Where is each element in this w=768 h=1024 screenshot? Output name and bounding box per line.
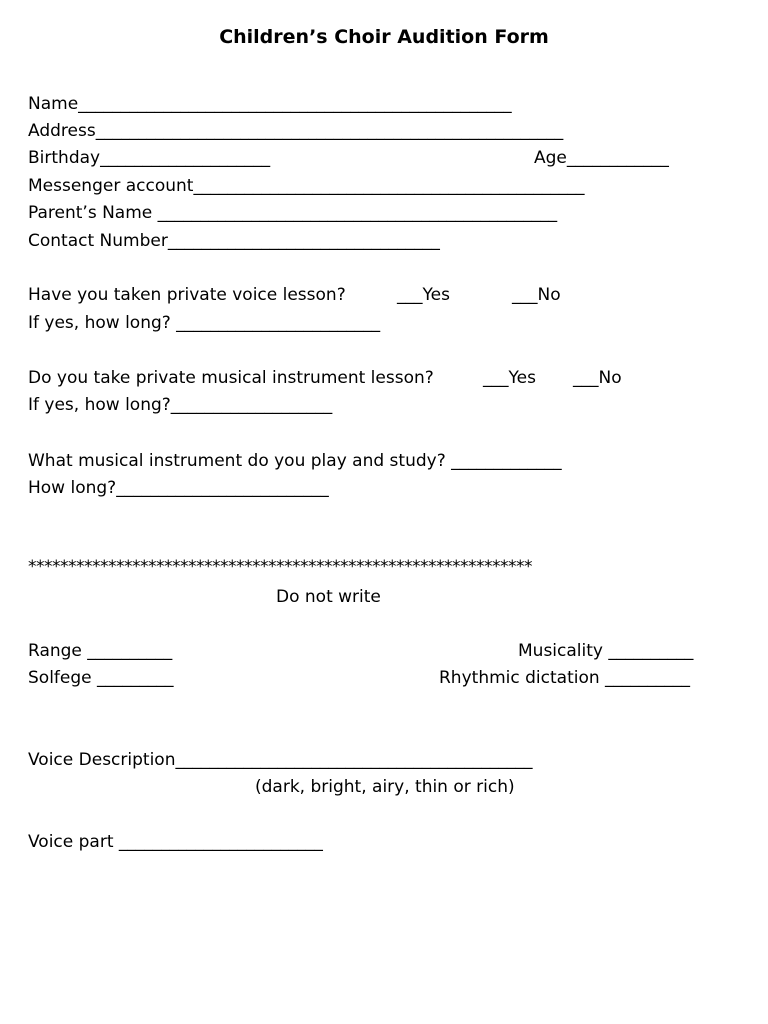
name-field[interactable]: Name___________________________________________________	[28, 94, 512, 114]
birthday-field[interactable]: Birthday____________________	[28, 148, 271, 168]
voice-description-hint: (dark, bright, airy, thin or rich)	[255, 777, 515, 797]
voice-lesson-duration-field[interactable]: If yes, how long? ________________________	[28, 313, 381, 333]
age-field[interactable]: Age____________	[534, 148, 669, 168]
contact-number-field[interactable]: Contact Number________________________________	[28, 231, 440, 251]
form-title: Children’s Choir Audition Form	[219, 26, 549, 48]
do-not-write-heading: Do not write	[276, 587, 381, 607]
instrument-lesson-yes-option[interactable]: ___Yes	[483, 368, 536, 388]
voice-lesson-question: Have you taken private voice lesson?	[28, 285, 346, 305]
parent-name-field[interactable]: Parent’s Name _______________________________________________	[28, 203, 558, 223]
instrument-lesson-duration-field[interactable]: If yes, how long?___________________	[28, 395, 333, 415]
solfege-field[interactable]: Solfege _________	[28, 668, 174, 688]
instrument-play-duration-field[interactable]: How long?_________________________	[28, 478, 329, 498]
instrument-lesson-no-option[interactable]: ___No	[573, 368, 622, 388]
messenger-account-field[interactable]: Messenger account______________________________________________	[28, 176, 585, 196]
musicality-field[interactable]: Musicality __________	[518, 641, 694, 661]
instrument-lesson-question: Do you take private musical instrument lesson?	[28, 368, 434, 388]
instrument-play-field[interactable]: What musical instrument do you play and study? _____________	[28, 451, 562, 471]
voice-lesson-no-option[interactable]: ___No	[512, 285, 561, 305]
voice-description-field[interactable]: Voice Description__________________________________________	[28, 750, 533, 770]
rhythmic-dictation-field[interactable]: Rhythmic dictation __________	[439, 668, 691, 688]
voice-lesson-yes-option[interactable]: ___Yes	[397, 285, 450, 305]
voice-part-field[interactable]: Voice part ________________________	[28, 832, 323, 852]
range-field[interactable]: Range __________	[28, 641, 173, 661]
section-separator: ***************************************************************	[28, 557, 532, 577]
address-field[interactable]: Address_______________________________________________________	[28, 121, 564, 141]
